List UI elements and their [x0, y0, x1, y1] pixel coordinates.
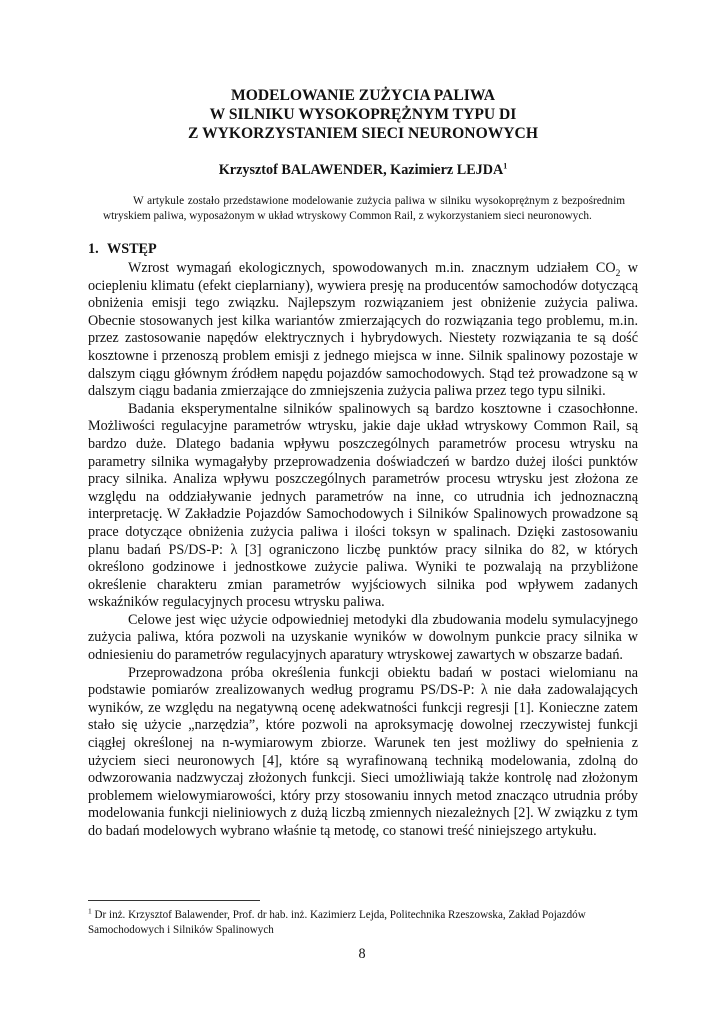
author-footnote-mark: 1 [503, 161, 508, 171]
paper-title [88, 86, 638, 143]
title-line-1: MODELOWANIE ZUŻYCIA PALIWA [231, 87, 495, 104]
footnote-text: Dr inż. Krzysztof Balawender, Prof. dr hab. inż. Kazimierz Lejda, Politechnika Rzeszowska, Zakład Pojazdów Samochodowych i Silników Spalinowych [88, 909, 586, 936]
paragraph-3: Celowe jest więc użycie odpowiedniej metodyki dla zbudowania modelu symulacyjnego zużycia paliwa, która pozwoli na uzyskanie wyników w dowolnym punkcie pracy silnika w odniesieniu do parametrów regulacyjnych aparatury wtryskowej zawartych w obszarze badań. [88, 611, 638, 664]
footnote-divider [88, 900, 260, 901]
authors [88, 161, 638, 179]
section-heading [88, 240, 638, 258]
section-number: 1. [88, 241, 99, 257]
footnote [88, 908, 648, 938]
paragraph-1-start: Wzrost wymagań ekologicznych, spowodowanych m.in. znacznym udziałem CO [128, 260, 616, 276]
co2-subscript: 2 [615, 268, 621, 279]
paragraph-1-end: w ociepleniu klimatu (efekt cieplarniany), wywiera presję na producentów samochodów dotyczącą obniżenia emisji tego związku. Najlepszym rozwiązaniem jest obniżenie zużycia paliwa. Obecnie stosowanych jest kilka wariantów zmierzających do rozwiązania tego problemu, m.in. przez zastosowanie napędów elektrycznych i hybrydowych. Niestety rozwiązania te są dość kosztowne i przenoszą problem emisji z jednego miejsca w inne. Silnik spalinowy pozostaje w dalszym ciągu głównym źródłem napędu pojazdów samochodowych. Stąd też prowadzone są w dalszym ciągu badania zmierzające do zmniejszenia zużycia paliwa przez tego typu silniki. [88, 260, 638, 400]
page-body [88, 86, 638, 841]
title-line-3: Z WYKORZYSTANIEM SIECI NEURONOWYCH [188, 125, 538, 142]
title-line-2: W SILNIKU WYSOKOPRĘŻNYM TYPU DI [209, 106, 517, 123]
author-names: Krzysztof BALAWENDER, Kazimierz LEJDA [218, 162, 504, 178]
paragraph-2: Badania eksperymentalne silników spalinowych są bardzo kosztowne i czasochłonne. Możliwości regulacyjne parametrów wtrysku, jakie daje układ wtryskowy Common Rail, są bardzo duże. Dlatego badania wpływu poszczególnych parametrów procesu wtrysku na parametry silnika wymagałyby przeprowadzenia doświadczeń w bardzo dużej ilości punktów pracy silnika. Analiza wpływu poszczególnych parametrów procesu wtrysku jest złożona ze względu na oddziaływanie jednych parametrów na inne, co utrudnia ich jednoznaczną interpretację. W Zakładzie Pojazdów Samochodowych i Silników Spalinowych prowadzone są prace dotyczące obniżenia zużycia paliwa i ilości toksyn w spalinach. Dzięki zastosowaniu planu badań PS/DS-P: λ [3] ograniczono liczbę punktów pracy silnika do 82, w których określono godzinowe i jednostkowe zużycie paliwa. Wyniki te pozwalają na przybliżone określenie charakteru zmian parametrów wyjściowych silnika pod wpływem zadanych wskaźników regulacyjnych procesu wtrysku paliwa. [88, 400, 638, 611]
footnote-mark: 1 [88, 906, 92, 916]
page-number: 8 [358, 946, 366, 962]
paragraph-1 [88, 260, 638, 401]
paragraph-4: Przeprowadzona próba określenia funkcji obiektu badań w postaci wielomianu na podstawie pomiarów zrealizowanych według programu PS/DS-P: λ nie dała zadowalających wyników, ze względu na negatywną ocenę adekwatności funkcji regresji [1]. Konieczne zatem stało się użycie „narzędzia”, które pozwoli na aproksymację dowolnej rzeczywistej funkcji ciągłej określonej na n-wymiarowym zbiorze. Warunek ten jest możliwy do spełnienia z użyciem sieci neuronowych [4], które są wyrafinowaną techniką modelowania, zdolną do odwzorowania nadzwyczaj złożonych funkcji. Sieci umożliwiają także kontrolę nad złożonym problemem wielowymiarowości, który przy stosowaniu innych metod znacząco utrudnia próby modelowania funkcji nieliniowych z dużą liczbą zmiennych niezależnych [2]. W związku z tym do badań modelowych wybrano właśnie tą metodę, co stanowi treść niniejszego artykułu. [88, 664, 638, 839]
abstract: W artykule zostało przedstawione modelowanie zużycia paliwa w silniku wysokoprężnym z bezpośrednim wtryskiem paliwa, wyposażonym w układ wtryskowy Common Rail, z wykorzystaniem sieci neuronowych. [103, 195, 625, 222]
section-title: WSTĘP [107, 241, 157, 257]
